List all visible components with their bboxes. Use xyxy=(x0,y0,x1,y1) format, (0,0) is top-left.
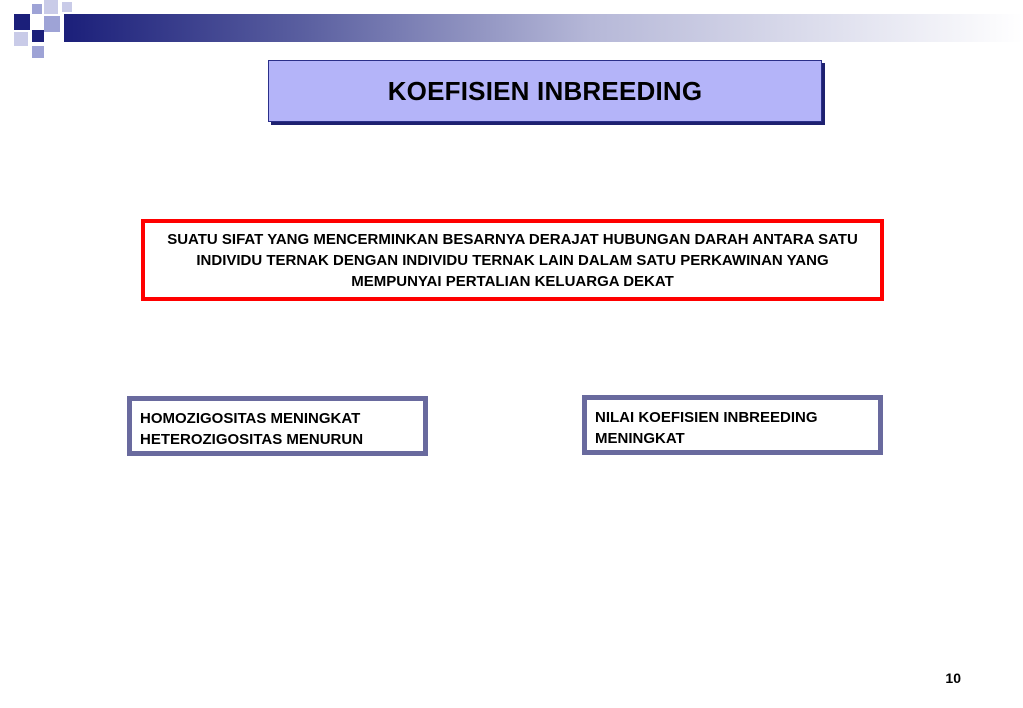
inbreeding-value-line-2: MENINGKAT xyxy=(595,430,685,447)
heterozygosity-line: HETEROZIGOSITAS MENURUN xyxy=(140,431,364,448)
decor-square-7 xyxy=(32,46,44,58)
homozygosity-line: HOMOZIGOSITAS MENINGKAT xyxy=(140,410,361,427)
inbreeding-value-line-1: NILAI KOEFISIEN INBREEDING xyxy=(595,409,818,426)
decor-square-5 xyxy=(32,30,44,42)
header-gradient-bar xyxy=(64,14,1023,42)
decor-square-3 xyxy=(44,0,58,14)
title-box xyxy=(268,60,822,122)
homozygosity-box xyxy=(127,396,428,456)
decor-square-4 xyxy=(44,16,60,32)
inbreeding-value-box xyxy=(582,395,883,455)
decor-square-6 xyxy=(14,32,28,46)
decor-square-1 xyxy=(14,14,30,30)
decor-square-8 xyxy=(62,2,72,12)
page-number: 10 xyxy=(945,670,961,686)
decor-square-2 xyxy=(32,4,42,14)
definition-box xyxy=(141,219,884,301)
definition-text: SUATU SIFAT YANG MENCERMINKAN BESARNYA DERAJAT HUBUNGAN DARAH ANTARA SATU INDIVIDU TERNAK DENGAN INDIVIDU TERNAK LAIN DALAM SATU PERKAWINAN YANG MEMPUNYAI PERTALIAN KELUARGA DEKAT xyxy=(167,230,858,290)
slide-title: KOEFISIEN INBREEDING xyxy=(387,75,703,106)
